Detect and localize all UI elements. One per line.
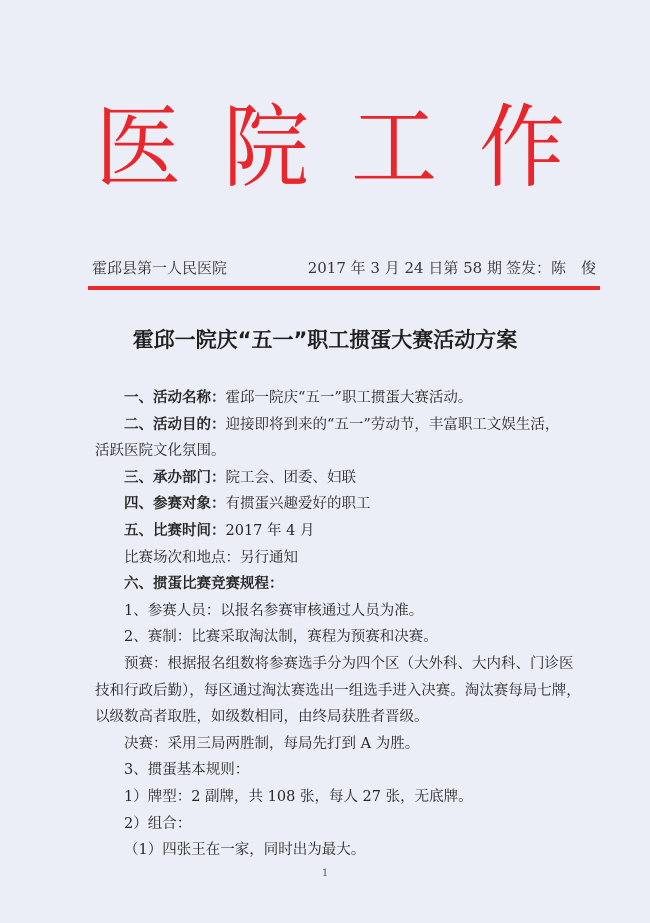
rule-cards: 1）牌型：2 副牌，共 108 张，每人 27 张，无底牌。: [124, 788, 473, 805]
rule-basic: 3、掼蛋基本规则：: [124, 762, 250, 779]
issuing-organization: 霍邱县第一人民医院: [92, 258, 228, 277]
issue-signer: 签发：陈 俊: [505, 258, 596, 277]
rule-format: 2、赛制：比赛采取淘汰制，赛程为预赛和决赛。: [124, 629, 438, 646]
issue-date-number: 2017 年 3 月 24 日第 58 期: [307, 258, 502, 277]
item-label: 四、参赛对象：: [124, 496, 226, 513]
masthead-char: 医: [95, 95, 181, 201]
rule-final: 决赛：采用三局两胜制，每局先打到 A 为胜。: [124, 735, 420, 752]
rule-prelim-cont: 技和行政后勤），每区通过淘汰赛选出一组选手进入决赛。淘汰赛每局七牌，: [95, 682, 581, 699]
item-label: 五、比赛时间：: [124, 522, 226, 539]
item-value: 迎接即将到来的“五一”劳动节，丰富职工文娱生活，: [225, 416, 560, 433]
item-value: 院工会、团委、妇联: [225, 469, 356, 486]
item-purpose-cont: 活跃医院文化氛围。: [95, 443, 226, 460]
rule-participants: 1、参赛人员：以报名参赛审核通过人员为准。: [124, 602, 424, 619]
item-label: 一、活动名称：: [124, 390, 226, 406]
masthead-char: 工: [351, 95, 437, 201]
issue-line: [92, 256, 596, 278]
item-label: 三、承办部门：: [124, 469, 226, 486]
item-rules-heading: 六、掼蛋比赛竞赛规程：: [124, 576, 284, 593]
masthead-char: 作: [479, 95, 565, 201]
item-value: 2017 年 4 月: [225, 522, 315, 539]
masthead: [95, 95, 565, 201]
red-divider: [88, 286, 600, 290]
item-organizer: [95, 465, 605, 492]
masthead-char: 院: [223, 95, 309, 201]
item-time: [95, 518, 605, 545]
rule-prelim: 预赛：根据报名组数将参赛选手分为四个区（大外科、大内科、门诊医: [124, 655, 574, 672]
rule-combo-1: （1）四张王在一家，同时出为最大。: [124, 842, 366, 859]
rule-combo: 2）组合：: [124, 815, 192, 832]
item-value: 霍邱一院庆“五一”职工掼蛋大赛活动。: [225, 390, 473, 406]
page-number: 1: [321, 868, 329, 879]
item-activity-name: [95, 385, 605, 412]
item-participants: [95, 491, 605, 518]
item-venue: 比赛场次和地点：另行通知: [124, 549, 298, 566]
item-label: 二、活动目的：: [124, 416, 226, 433]
item-value: 有掼蛋兴趣爱好的职工: [225, 496, 371, 513]
issue-info: [308, 257, 596, 278]
item-purpose: [95, 412, 605, 439]
document-body: [95, 385, 605, 864]
document-title: 霍邱一院庆“五一”职工掼蛋大赛活动方案: [132, 328, 518, 352]
rule-prelim-cont: 以级数高者取胜，如级数相同，由终局获胜者晋级。: [95, 709, 429, 726]
